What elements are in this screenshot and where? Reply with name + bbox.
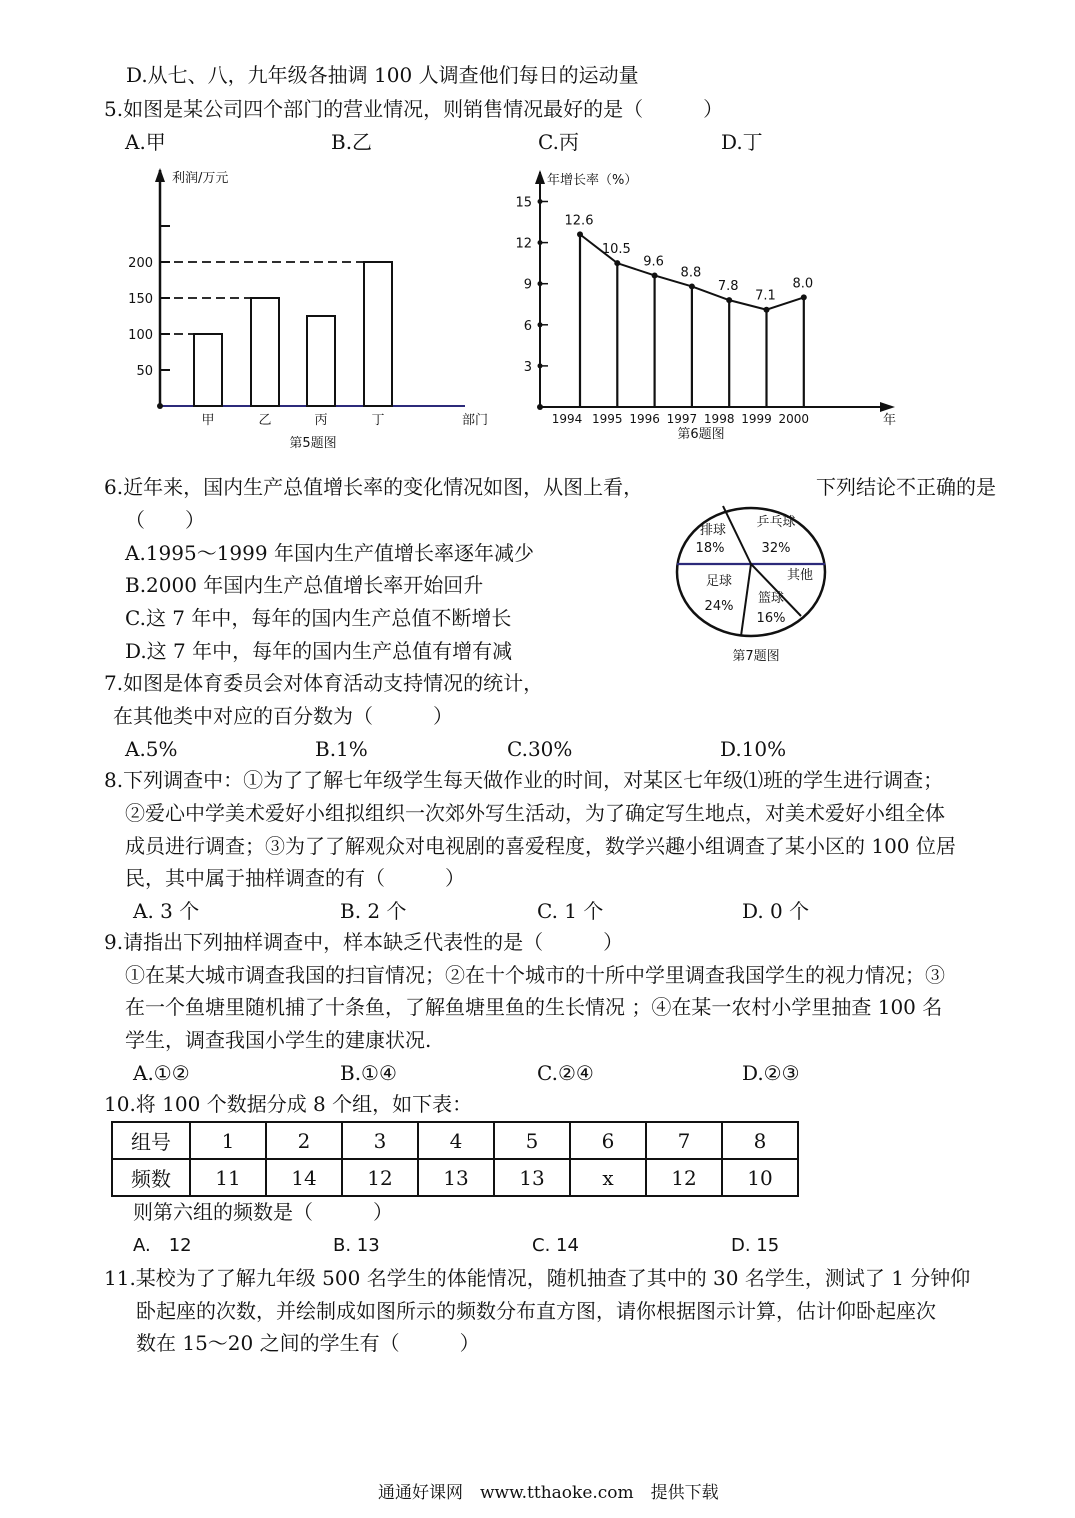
chart-caption: 第6题图 (677, 427, 725, 442)
slice-value: 32% (761, 541, 791, 556)
x-tick-label: 丙 (314, 413, 328, 428)
x-tick-label: 2000 (778, 412, 810, 426)
slice-label: 足球 (705, 574, 733, 589)
data-point (689, 283, 695, 289)
q11-line1: 11.某校为了了解九年级 500 名学生的体能情况，随机抽查了其中的 30 名学生，测试了 1 分钟仰 (104, 1266, 971, 1290)
slice-value: 18% (695, 541, 725, 556)
table-cell: 6 (570, 1122, 646, 1159)
slice-value: 24% (704, 599, 734, 614)
q6-paren: （ ） (125, 508, 205, 532)
table-cell: 1 (190, 1122, 266, 1159)
x-tick-label: 1999 (741, 412, 772, 426)
q9-line4: 学生，调查我国小学生的建康状况. (125, 1028, 432, 1052)
data-label: 8.8 (680, 265, 702, 281)
q9-option-d: D.②③ (742, 1061, 800, 1085)
table-cell: 14 (266, 1159, 342, 1196)
table-cell: 7 (646, 1122, 722, 1159)
data-label: 9.6 (643, 254, 664, 270)
q6-option-c: C.这 7 年中，每年的国内生产总值不断增长 (125, 606, 512, 630)
q5-option-b: B.乙 (331, 130, 373, 154)
q9-line3: 在一个鱼塘里随机捕了十条鱼，了解鱼塘里鱼的生长情况 ；④在某一农村小学里抽查 100 名 (125, 995, 943, 1019)
table-cell: 12 (342, 1159, 418, 1196)
q4-option-d: D.从七、八，九年级各抽调 100 人调查他们每日的运动量 (126, 63, 639, 87)
slice-value: 16% (756, 611, 786, 626)
bar (194, 334, 222, 406)
q10-ask: 则第六组的频数是（ ） (133, 1200, 393, 1224)
q10-option-b: B. 13 (333, 1235, 380, 1256)
slice-label: 篮球 (757, 591, 785, 606)
q8-line1: 8.下列调查中：①为了了解七年级学生每天做作业的时间，对某区七年级⑴班的学生进行调查； (104, 768, 944, 792)
q10-stem: 10.将 100 个数据分成 8 个组，如下表： (104, 1092, 473, 1116)
q9-line2: ①在某大城市调查我国的扫盲情况；②在十个城市的十所中学里调查我国学生的视力情况；③ (125, 963, 945, 987)
table-cell: 10 (722, 1159, 798, 1196)
x-tick-label: 1995 (592, 412, 623, 426)
data-label: 7.8 (717, 279, 739, 295)
q7-option-b: B.1% (315, 737, 368, 761)
q7-stem-line1: 7.如图是体育委员会对体育活动支持情况的统计， (104, 671, 544, 695)
table-cell: 5 (494, 1122, 570, 1159)
q7-stem-line2: 在其他类中对应的百分数为（ ） (113, 704, 453, 728)
y-axis-arrow (155, 168, 165, 182)
data-point (801, 294, 807, 300)
data-label: 8.0 (792, 276, 814, 292)
table-row (112, 1159, 798, 1196)
slice-label: 其他 (786, 568, 814, 583)
data-label: 7.1 (755, 288, 776, 304)
q7-option-d: D.10% (720, 737, 787, 761)
q6-stem-right: 下列结论不正确的是 (816, 475, 996, 499)
q8-option-b: B. 2 个 (340, 899, 407, 923)
y-tick-label: 100 (128, 328, 153, 343)
y-tick-label: 200 (128, 256, 153, 271)
table-row (112, 1122, 798, 1159)
q5-option-c: C.丙 (538, 130, 579, 154)
data-label: 10.5 (601, 242, 631, 258)
q5-stem: 5.如图是某公司四个部门的营业情况，则销售情况最好的是（ ） (104, 97, 724, 121)
line-chart-q6 (505, 160, 905, 450)
y-tick-label: 3 (523, 359, 532, 375)
y-tick-label: 6 (523, 318, 532, 334)
bar (307, 316, 335, 406)
q11-line3: 数在 15～20 之间的学生有（ ） (136, 1331, 480, 1355)
q6-option-b: B.2000 年国内生产总值增长率开始回升 (125, 573, 484, 597)
data-point (614, 260, 620, 266)
y-tick-label: 9 (523, 277, 532, 293)
data-point (726, 297, 732, 303)
origin-dot (537, 404, 543, 410)
q5-option-a: A.甲 (125, 130, 166, 154)
table-cell: 12 (646, 1159, 722, 1196)
q8-line2: ②爱心中学美术爱好小组拟组织一次郊外写生活动，为了确定写生地点，对美术爱好小组全体 (125, 801, 945, 825)
table-cell: 13 (418, 1159, 494, 1196)
q7-option-c: C.30% (507, 737, 573, 761)
table-cell: 4 (418, 1122, 494, 1159)
q10-option-c: C. 14 (532, 1235, 579, 1256)
x-axis-arrow (880, 402, 895, 412)
x-tick-label: 乙 (258, 413, 272, 428)
q8-option-c: C. 1 个 (537, 899, 604, 923)
q9-option-b: B.①④ (340, 1061, 397, 1085)
table-cell: 3 (342, 1122, 418, 1159)
q6-option-a: A.1995～1999 年国内生产值增长率逐年减少 (125, 541, 534, 565)
x-tick-label: 1998 (703, 412, 735, 426)
y-axis-arrow (535, 170, 545, 184)
bar (251, 298, 279, 406)
y-tick-label: 15 (515, 195, 532, 211)
bar-chart-q5 (120, 160, 510, 460)
y-tick-label: 50 (136, 364, 153, 379)
table-cell: 13 (494, 1159, 570, 1196)
origin-dot (157, 403, 163, 409)
q7-option-a: A.5% (125, 737, 178, 761)
data-point (577, 231, 583, 237)
table-cell: 8 (722, 1122, 798, 1159)
x-tick-label: 丁 (371, 413, 385, 428)
q8-option-a: A. 3 个 (133, 899, 200, 923)
x-axis-label: 部门 (462, 413, 489, 428)
q8-option-d: D. 0 个 (742, 899, 810, 923)
q10-option-a: A. 12 (133, 1235, 192, 1256)
frequency-table (111, 1121, 799, 1197)
q8-line4: 民，其中属于抽样调查的有（ ） (125, 866, 465, 890)
q8-line3: 成员进行调查；③为了了解观众对电视剧的喜爱程度，数学兴趣小组调查了某小区的 100 位居 (125, 834, 956, 858)
q11-line2: 卧起座的次数，并绘制成如图所示的频数分布直方图，请你根据图示计算，估计仰卧起座次 (136, 1299, 936, 1323)
y-axis-label: 年增长率（%） (547, 173, 638, 188)
slice-label: 排球 (699, 523, 727, 538)
q9-line1: 9.请指出下列抽样调查中，样本缺乏代表性的是（ ） (104, 930, 624, 954)
x-tick-label: 1996 (629, 412, 660, 426)
chart-caption: 第7题图 (732, 649, 780, 664)
q10-option-d: D. 15 (731, 1235, 780, 1256)
y-axis-label: 利润/万元 (172, 171, 229, 186)
bar (364, 262, 392, 406)
table-cell: 组号 (112, 1122, 190, 1159)
y-tick-label: 12 (515, 236, 532, 252)
x-tick-label: 甲 (201, 413, 215, 428)
data-point (652, 272, 658, 278)
x-tick-label: 1997 (666, 412, 698, 426)
q9-option-c: C.②④ (537, 1061, 594, 1085)
table-cell: 频数 (112, 1159, 190, 1196)
q6-option-d: D.这 7 年中，每年的国内生产总值有增有减 (125, 639, 513, 663)
data-label: 12.6 (564, 213, 594, 229)
chart-caption: 第5题图 (289, 436, 337, 451)
q9-option-a: A.①② (133, 1061, 190, 1085)
y-tick-label: 150 (128, 292, 153, 307)
data-point (764, 307, 770, 313)
x-axis-label: 年 (883, 413, 897, 428)
pie-chart-q7 (668, 500, 843, 670)
x-tick-label: 1994 (551, 412, 583, 426)
q5-option-d: D.丁 (721, 130, 763, 154)
table-cell: 2 (266, 1122, 342, 1159)
q6-stem-left: 6.近年来，国内生产总值增长率的变化情况如图，从图上看， (104, 475, 644, 499)
slice-label: 乒乓球 (756, 515, 796, 530)
table-cell: 11 (190, 1159, 266, 1196)
footer-credit: 通通好课网 www.tthaoke.com 提供下载 (378, 1483, 719, 1503)
table-cell: x (570, 1159, 646, 1196)
